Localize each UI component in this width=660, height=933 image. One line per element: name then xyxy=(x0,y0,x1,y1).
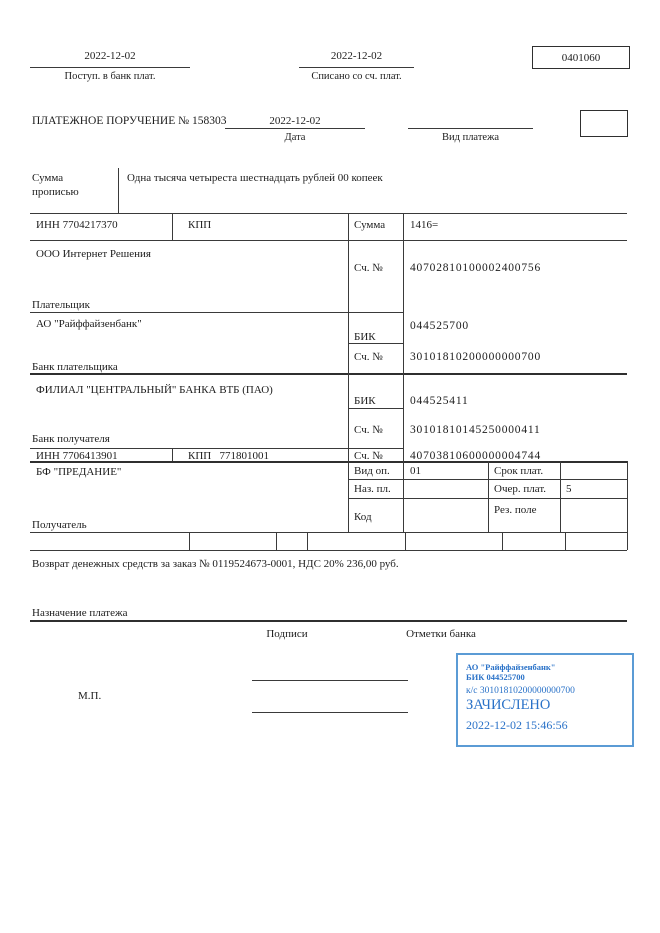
table-line xyxy=(30,550,627,551)
table-line xyxy=(30,213,627,214)
payer-section-label: Плательщик xyxy=(32,299,90,311)
amount-label: Сумма xyxy=(354,219,386,231)
signature-line-2 xyxy=(252,712,408,713)
table-line xyxy=(276,532,277,550)
form-code: 0401060 xyxy=(561,52,601,64)
amount-value: 1416= xyxy=(410,219,439,231)
payment-kind-box xyxy=(580,110,628,137)
amount-words-label-2: прописью xyxy=(32,186,79,198)
doc-date-underline xyxy=(225,128,365,129)
stamp-place-label: М.П. xyxy=(78,690,102,702)
table-line xyxy=(565,532,566,550)
priority-label: Очер. плат. xyxy=(494,483,547,495)
payment-kind-underline xyxy=(408,128,533,129)
payer-bank-bik-label: БИК xyxy=(354,331,376,343)
beneficiary-bank-account: 30101810145250000411 xyxy=(410,424,541,436)
table-line xyxy=(189,532,190,550)
payer-account-label: Сч. № xyxy=(354,262,383,274)
beneficiary-account-label: Сч. № xyxy=(354,450,383,462)
beneficiary-bank-bik: 044525411 xyxy=(410,395,469,407)
table-line xyxy=(403,213,404,532)
doc-date: 2022-12-02 xyxy=(269,115,321,127)
reserve-field-label: Рез. поле xyxy=(494,504,537,516)
payer-bank-account: 30101810200000000700 xyxy=(410,351,541,363)
payment-kind-label: Вид платежа xyxy=(441,132,499,143)
debited-date-underline xyxy=(299,67,414,68)
table-line xyxy=(307,532,308,550)
beneficiary-bank-account-label: Сч. № xyxy=(354,424,383,436)
table-line xyxy=(172,448,173,461)
table-line xyxy=(348,408,403,409)
table-line xyxy=(348,213,349,532)
purpose-label: Назначение платежа xyxy=(32,607,128,619)
purpose-underline xyxy=(30,620,627,622)
table-line xyxy=(405,532,406,550)
debited-date: 2022-12-02 xyxy=(330,50,383,62)
table-line xyxy=(348,343,403,344)
payer-name: ООО Интернет Решения xyxy=(36,248,151,260)
bank-marks-label: Отметки банка xyxy=(406,628,476,640)
stamp-corr-account: к/с 30101810200000000700 xyxy=(466,686,575,696)
bank-stamp xyxy=(456,653,634,747)
amount-words-label-1: Сумма xyxy=(32,172,64,184)
beneficiary-bank-name: ФИЛИАЛ "ЦЕНТРАЛЬНЫЙ" БАНКА ВТБ (ПАО) xyxy=(36,384,273,396)
op-type-value: 01 xyxy=(410,465,421,477)
payer-account: 40702810100002400756 xyxy=(410,262,541,274)
stamp-datetime: 2022-12-02 15:46:56 xyxy=(466,718,568,732)
beneficiary-section-label: Получатель xyxy=(32,519,87,531)
code-label: Код xyxy=(354,511,372,523)
priority-value: 5 xyxy=(566,483,572,495)
amount-words-divider xyxy=(118,168,119,213)
signature-line-1 xyxy=(252,680,408,681)
table-line xyxy=(30,240,627,241)
payer-bank-account-label: Сч. № xyxy=(354,351,383,363)
table-line xyxy=(627,461,628,550)
stamp-bank-name: АО "Райффайзенбанк" xyxy=(466,662,556,672)
purpose-code-label: Наз. пл. xyxy=(354,483,391,495)
signatures-label: Подписи xyxy=(266,628,308,640)
payer-bank-section-label: Банк плательщика xyxy=(32,361,118,373)
amount-words: Одна тысяча четыреста шестнадцать рублей 00 копеек xyxy=(127,172,383,184)
stamp-status: ЗАЧИСЛЕНО xyxy=(466,697,551,713)
received-in-bank-label: Поступ. в банк плат. xyxy=(64,71,156,82)
table-line xyxy=(488,461,489,532)
beneficiary-bank-section-label: Банк получателя xyxy=(32,433,110,445)
due-date-label: Срок плат. xyxy=(494,465,544,477)
payer-kpp-label: КПП xyxy=(188,219,212,231)
table-line xyxy=(502,532,503,550)
received-date-underline xyxy=(30,67,190,68)
debited-label: Списано со сч. плат. xyxy=(311,71,402,82)
table-line xyxy=(560,461,561,532)
table-line xyxy=(30,373,627,375)
form-code-box xyxy=(532,46,630,69)
beneficiary-kpp: КПП 771801001 xyxy=(188,450,269,462)
table-line xyxy=(30,532,627,533)
payer-bank-bik: 044525700 xyxy=(410,320,469,332)
doc-title: ПЛАТЕЖНОЕ ПОРУЧЕНИЕ № 158303 xyxy=(32,115,227,127)
received-date: 2022-12-02 xyxy=(84,50,136,62)
payer-inn: ИНН 7704217370 xyxy=(36,219,118,231)
stamp-bik: БИК 044525700 xyxy=(466,672,525,682)
beneficiary-inn: ИНН 7706413901 xyxy=(36,450,118,462)
op-type-label: Вид оп. xyxy=(354,465,390,477)
beneficiary-name: БФ "ПРЕДАНИЕ" xyxy=(36,466,122,478)
beneficiary-bank-bik-label: БИК xyxy=(354,395,376,407)
payer-bank-name: АО "Райффайзенбанк" xyxy=(36,318,142,330)
date-label: Дата xyxy=(284,132,306,143)
table-line xyxy=(172,213,173,240)
purpose-text: Возврат денежных средств за заказ № 0119524673-0001, НДС 20% 236,00 руб. xyxy=(32,558,399,570)
beneficiary-account: 40703810600000004744 xyxy=(410,450,541,462)
